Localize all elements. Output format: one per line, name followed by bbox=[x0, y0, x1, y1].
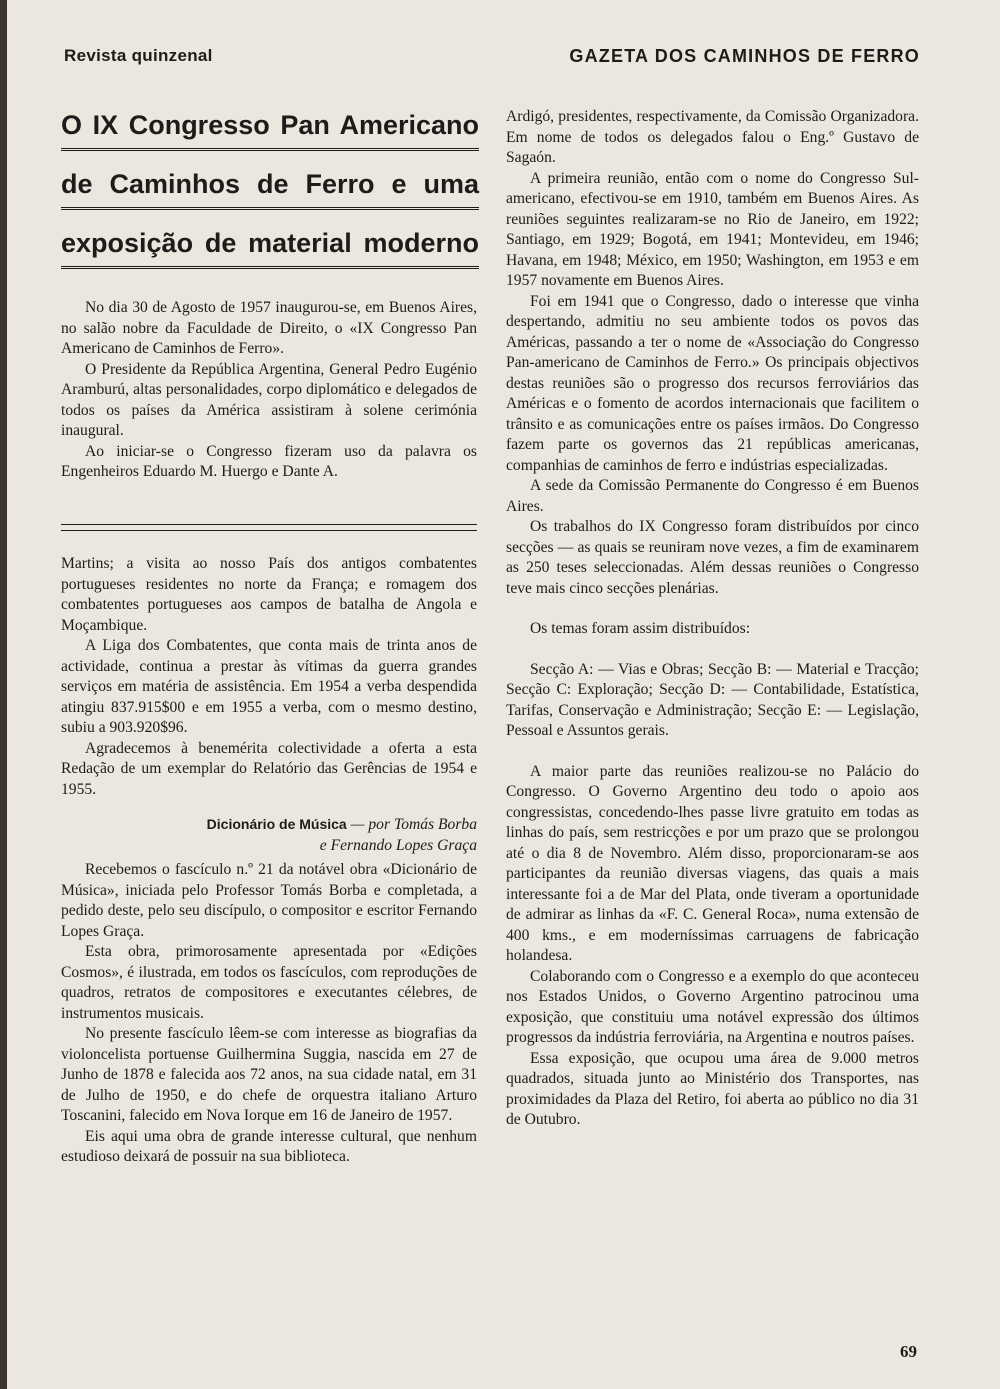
section-heading-label: Dicionário de Música bbox=[206, 816, 347, 832]
section-heading-author-2: e Fernando Lopes Graça bbox=[319, 836, 477, 854]
section-paragraph: Recebemos o fascículo n.º 21 da notável obra «Dicionário de Música», iniciada pelo Professor Tomás Borba e completada, a pedido deste, pelo seu discípulo, o compositor e escritor Fernando Lopes Graça. bbox=[61, 861, 477, 940]
article-paragraph: Ardigó, presidentes, respectivamente, da Comissão Organizadora. Em nome de todos os delegados falou o Eng.º Gustavo de Sagaón. bbox=[506, 108, 919, 166]
article-left-column bbox=[61, 298, 477, 483]
running-header-left: Revista quinzenal bbox=[64, 46, 213, 65]
section-paragraph: No presente fascículo lêem-se com interesse as biografias da violoncelista portuense Guilhermina Suggia, nascida em 27 de Junho de 1878 e falecida aos 72 anos, na sua cidade natal, em 31 de Julho de 1950, e do chefe de orquestra italiano Arturo Toscanini, falecido em Nova Iorque em 16 de Janeiro de 1957. bbox=[61, 1025, 477, 1124]
article-paragraph: O Presidente da República Argentina, General Pedro Eugénio Aramburú, altas personalidades, corpo diplomático e delegados de todos os países da América assistiram à solene cerimónia inaugural. bbox=[61, 360, 477, 439]
section-heading-author: — por Tomás Borba bbox=[350, 816, 477, 833]
lower-left-column bbox=[61, 554, 477, 1168]
article-paragraph: No dia 30 de Agosto de 1957 inaugurou-se, em Buenos Aires, no salão nobre da Faculdade de Direito, o «IX Congresso Pan Americano de Caminhos de Ferro». bbox=[61, 299, 477, 357]
title-line-3: exposição de material moderno bbox=[61, 226, 479, 269]
column-separator-rule bbox=[61, 524, 477, 531]
title-line-2: de Caminhos de Ferro e uma bbox=[61, 167, 479, 210]
news-paragraph: A Liga dos Combatentes, que conta mais de trinta anos de actividade, continua a prestar às vítimas da guerra grandes serviços em matéria de assistência. Em 1954 a verba despendida atingiu 837.915$00 e em 1955 a verba, com o mesmo destino, subiu a 903.920$96. bbox=[61, 637, 477, 736]
section-paragraph: Eis aqui uma obra de grande interesse cultural, que nenhum estudioso deixará de possuir na sua biblioteca. bbox=[61, 1127, 477, 1165]
article-paragraph: Ao iniciar-se o Congresso fizeram uso da palavra os Engenheiros Eduardo M. Huergo e Dante A. bbox=[61, 442, 477, 480]
article-paragraph: Colaborando com o Congresso e a exemplo do que aconteceu nos Estados Unidos, o Governo Argentino patrocinou uma exposição, que constituiu uma notável expressão dos últimos progressos da indústria ferroviária, na Argentina e noutros países. bbox=[506, 967, 919, 1046]
running-header-right: GAZETA DOS CAMINHOS DE FERRO bbox=[569, 46, 920, 66]
themes-list: Secção A: — Vias e Obras; Secção B: — Material e Tracção; Secção C: Exploração; Secção D: — Contabilidade, Estatística, Tarifas, Conservação e Administração; Secção E: — Legislação, Pessoal e Assuntos gerais. bbox=[506, 660, 919, 739]
section-heading-dicionario bbox=[61, 814, 477, 856]
article-title bbox=[61, 108, 479, 269]
page-binding-edge bbox=[0, 0, 7, 1389]
article-paragraph: Foi em 1941 que o Congresso, dado o interesse que vinha despertando, admitiu no seu ambiente todos os povos das Américas, passando a ter o nome de «Associação do Congresso Pan-americano de Caminhos de Ferro.» Os principais objectivos destas reuniões são o progresso dos recursos ferroviários das Américas e o fomento de acordos internacionais que facilitem o trânsito e as comunicações entre os países irmãos. Do Congresso fazem parte os governos das 21 repúblicas americanas, companhias de caminhos de ferro e indústrias especializadas. bbox=[506, 292, 919, 474]
article-paragraph: Os trabalhos do IX Congresso foram distribuídos por cinco secções — as quais se reuniram nove vezes, a fim de examinarem as 250 teses seleccionadas. Além dessas reuniões o Congresso teve mais cinco secções plenárias. bbox=[506, 518, 919, 597]
news-paragraph: Martins; a visita ao nosso País dos antigos combatentes portugueses residentes no norte da França; e romagem dos combatentes portugueses aos campos de batalha de Angola e Moçambique. bbox=[61, 555, 477, 634]
article-paragraph: Essa exposição, que ocupou uma área de 9.000 metros quadrados, situada junto ao Ministério dos Transportes, nas proximidades da Plaza del Retiro, foi aberta ao público no dia 31 de Outubro. bbox=[506, 1049, 919, 1128]
themes-intro: Os temas foram assim distribuídos: bbox=[530, 620, 751, 637]
news-paragraph: Agradecemos à benemérita colectividade a oferta a esta Redação de um exemplar do Relatório das Gerências de 1954 e 1955. bbox=[61, 739, 477, 798]
article-paragraph: A maior parte das reuniões realizou-se no Palácio do Congresso. O Governo Argentino deu todo o apoio aos congressistas, concedendo-lhes passe livre gratuito em todas as linhas do país, sem restricções e por um prazo que se prolongou até o dia 8 de Novembro. Além disso, proporcionaram-se aos participantes da reunião diversas viagens, das quais a mais interessante foi a de Mar del Plata, onde tiveram a oportunidade de admirar as linhas da «F. C. General Roca», numa extensão de 400 kms., e em moderníssimas carruagens de fabricação holandesa. bbox=[506, 762, 919, 964]
title-line-1: O IX Congresso Pan Americano bbox=[61, 108, 479, 151]
page-number: 69 bbox=[900, 1342, 917, 1361]
section-paragraph: Esta obra, primorosamente apresentada por «Edições Cosmos», é ilustrada, em todos os fascículos, com reproduções de quadros, retratos de compositores e executantes célebres, de instrumentos musicais. bbox=[61, 943, 477, 1022]
article-paragraph: A primeira reunião, então com o nome do Congresso Sul-americano, efectivou-se em 1910, também em Buenos Aires. As reuniões seguintes realizaram-se no Rio de Janeiro, em 1922; Santiago, em 1929; Bogotá, em 1941; Montevideu, em 1946; Havana, em 1948; México, em 1950; Washington, em 1953 e em 1957 novamente em Buenos Aires. bbox=[506, 169, 919, 289]
article-right-column bbox=[506, 107, 919, 1131]
article-paragraph: A sede da Comissão Permanente do Congresso é em Buenos Aires. bbox=[506, 477, 919, 515]
